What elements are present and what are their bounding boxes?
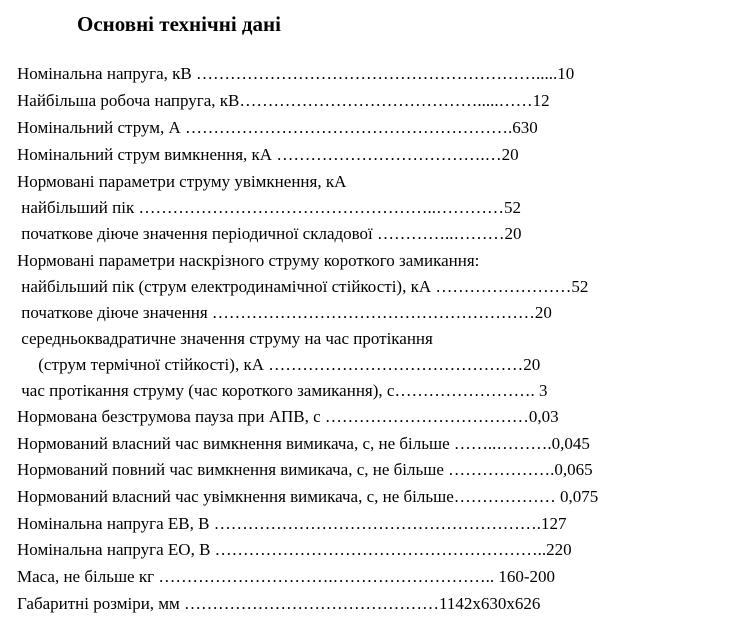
spec-line: Номінальна напруга ЕВ, В ………………………………………………….127 <box>17 514 567 533</box>
spec-group-heading: Нормовані параметри наскрізного струму короткого замикання: <box>17 251 480 270</box>
spec-line: початкове діюче значення періодичної складової …………..………20 <box>17 224 522 243</box>
spec-line: Нормований власний час увімкнення вимикача, с, не більше……………… 0,075 <box>17 487 599 506</box>
spec-line: Номінальна напруга ЕО, В …………………………………………………..220 <box>17 540 572 559</box>
spec-line: Нормований повний час вимкнення вимикача, с, не більше ……………….0,065 <box>17 460 593 479</box>
spec-line: Нормований власний час вимкнення вимикача, с, не більше ……..……….0,045 <box>17 434 590 453</box>
spec-line: Маса, не більше кг ………………………….……………………….. 160-200 <box>17 567 555 586</box>
spec-line: Номінальний струм, А ………………………………………………….630 <box>17 118 538 137</box>
spec-line: Габаритні розміри, мм ………………………………………1142x630x626 <box>17 594 541 613</box>
spec-line: Найбільша робоча напруга, кВ…………………………………….....……12 <box>17 91 550 110</box>
spec-line: Номінальний струм вимкнення, кА ……………………………….…20 <box>17 145 519 164</box>
spec-line: Номінальна напруга, кВ …………………………………………………….....10 <box>17 64 575 83</box>
spec-line: Нормована безструмова пауза при АПВ, с ………………………………0,03 <box>17 407 559 426</box>
spec-line: час протікання струму (час короткого замикання), с……………………. 3 <box>17 381 548 400</box>
page-title: Основні технічні дані <box>77 12 281 36</box>
spec-line: середньоквадратичне значення струму на час протікання <box>17 329 433 348</box>
spec-line: початкове діюче значення …………………………………………………20 <box>17 303 552 322</box>
spec-line: найбільший пік (струм електродинамічної стійкості), кА ……………………52 <box>17 277 589 296</box>
spec-group-heading: Нормовані параметри струму увімкнення, кА <box>17 172 347 191</box>
spec-line: найбільший пік ……………………………………………..…………52 <box>17 198 521 217</box>
spec-line: (струм термічної стійкості), кА ………………………………………20 <box>17 355 541 374</box>
